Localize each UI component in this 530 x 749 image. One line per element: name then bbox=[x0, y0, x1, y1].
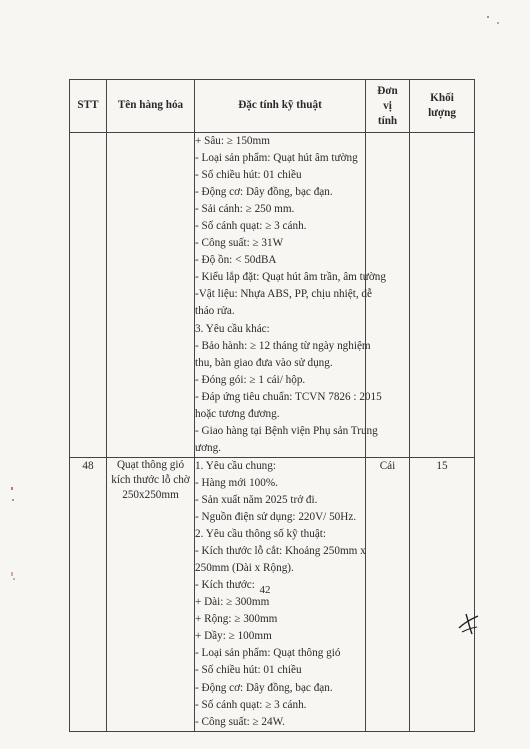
page-number: 42 bbox=[259, 584, 271, 596]
spec-line: - Sản xuất năm 2025 trở đi. bbox=[195, 493, 318, 506]
row2-qty: 15 bbox=[410, 457, 475, 731]
header-stt: STT bbox=[70, 80, 107, 133]
spec-line: - Độ ồn: < 50dBA bbox=[195, 254, 277, 267]
spec-line: - Giao hàng tại Bệnh viện Phụ sản Trung bbox=[195, 424, 378, 437]
scan-speck bbox=[11, 572, 13, 576]
spec-line: 1. Yêu cầu chung: bbox=[195, 459, 276, 472]
table-header-row bbox=[70, 80, 475, 133]
row2-stt: 48 bbox=[70, 457, 107, 731]
scan-speck bbox=[12, 499, 14, 501]
spec-line: - Kiểu lắp đặt: Quạt hút âm trần, âm tường bbox=[195, 271, 386, 284]
scan-speck bbox=[497, 22, 499, 24]
header-qty-line: Khối bbox=[430, 92, 454, 104]
header-qty bbox=[410, 80, 475, 133]
spec-line: -Vật liệu: Nhựa ABS, PP, chịu nhiệt, dễ bbox=[195, 288, 372, 301]
spec-table bbox=[69, 79, 475, 732]
spec-line: - Sải cánh: ≥ 250 mm. bbox=[195, 203, 295, 216]
spec-line: 250mm (Dài x Rộng). bbox=[195, 562, 294, 575]
spec-line: - Loại sản phẩm: Quạt thông gió bbox=[195, 647, 341, 660]
scan-speck bbox=[487, 16, 489, 18]
scan-speck bbox=[13, 578, 15, 580]
spec-line: + Sâu: ≥ 150mm bbox=[195, 135, 270, 147]
spec-line: - Đóng gói: ≥ 1 cái/ hộp. bbox=[195, 373, 306, 386]
spec-line: - Công suất: ≥ 31W bbox=[195, 237, 284, 250]
row1-stt-cell bbox=[70, 133, 107, 458]
row1-name-cell bbox=[107, 133, 195, 458]
scan-speck bbox=[11, 487, 13, 490]
spec-line: - Công suất: ≥ 24W. bbox=[195, 715, 285, 728]
row1-spec-cell bbox=[195, 133, 386, 458]
header-unit-line: vị bbox=[383, 99, 392, 112]
product-name-line: Quạt thông gió bbox=[116, 458, 185, 471]
header-spec: Đặc tính kỹ thuật bbox=[195, 80, 366, 133]
spec-line: - Số chiều hút: 01 chiều bbox=[195, 664, 302, 677]
row2-unit: Cái bbox=[366, 457, 410, 731]
spec-line: - Loại sản phẩm: Quạt hút âm tường bbox=[195, 152, 358, 165]
spec-line: - Số cánh quạt: ≥ 3 cánh. bbox=[195, 698, 307, 711]
spec-line: hoặc tương đương. bbox=[195, 407, 280, 420]
spec-line: - Số chiều hút: 01 chiều bbox=[195, 169, 302, 182]
spec-line: - Bảo hành: ≥ 12 tháng từ ngày nghiệm bbox=[195, 339, 371, 352]
spec-line: - Hàng mới 100%. bbox=[195, 476, 278, 489]
spec-line: - Động cơ: Dây đồng, bạc đạn. bbox=[195, 681, 333, 694]
product-name-line: 250x250mm bbox=[122, 488, 179, 501]
spec-line: 2. Yêu cầu thông số kỹ thuật: bbox=[195, 528, 327, 541]
initials-signature-mark bbox=[456, 611, 482, 637]
spec-line: - Kích thước: bbox=[195, 579, 255, 592]
row1-qty-cell bbox=[410, 133, 475, 458]
spec-line: + Dầy: ≥ 100mm bbox=[195, 630, 272, 643]
header-unit-line: Đơn bbox=[377, 84, 398, 97]
row1-unit-cell bbox=[366, 133, 410, 458]
header-name: Tên hàng hóa bbox=[107, 80, 195, 133]
spec-line: - Số cánh quạt: ≥ 3 cánh. bbox=[195, 220, 307, 233]
spec-line: thu, bàn giao đưa vào sử dụng. bbox=[195, 356, 333, 369]
spec-line: - Đáp ứng tiêu chuẩn: TCVN 7826 : 2015 bbox=[195, 390, 382, 403]
spec-line: - Kích thước lỗ cắt: Khoảng 250mm x bbox=[195, 545, 366, 558]
spec-line: - Nguồn điện sử dụng: 220V/ 50Hz. bbox=[195, 511, 357, 524]
spec-line: - Động cơ: Dây đồng, bạc đạn. bbox=[195, 186, 333, 199]
header-unit bbox=[366, 80, 410, 133]
header-unit-line: tính bbox=[377, 114, 398, 127]
product-name-line: kích thước lỗ chờ bbox=[111, 473, 190, 486]
table-row bbox=[70, 133, 475, 458]
spec-line: + Rộng: ≥ 300mm bbox=[195, 613, 278, 626]
spec-line: ương. bbox=[195, 441, 221, 454]
spec-line: tháo rửa. bbox=[195, 305, 235, 318]
spec-line: + Dài: ≥ 300mm bbox=[195, 596, 270, 609]
header-qty-line: lượng bbox=[428, 107, 456, 119]
spec-line: 3. Yêu cầu khác: bbox=[195, 322, 270, 335]
